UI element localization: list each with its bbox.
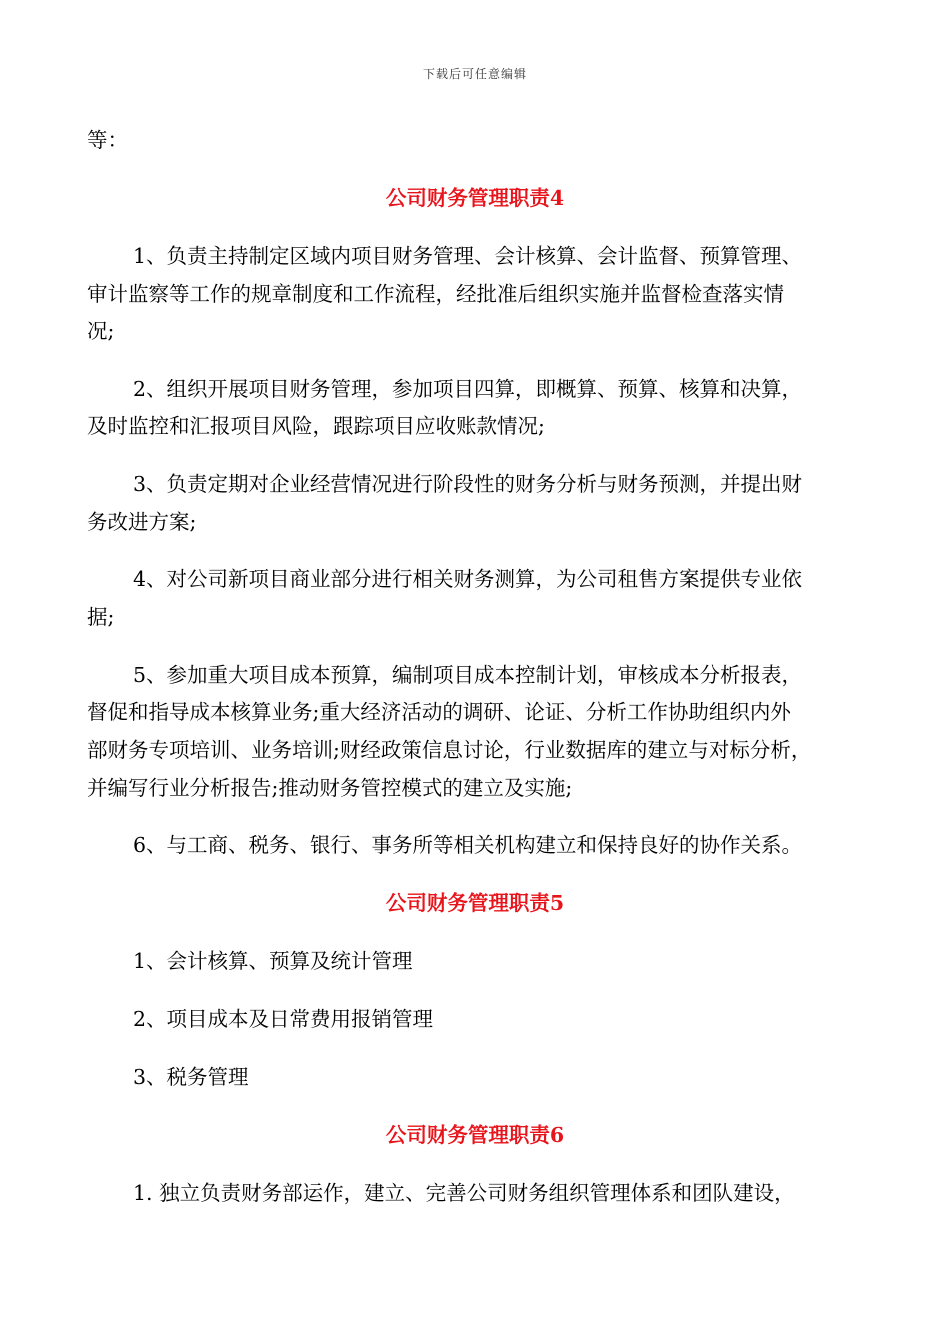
section-4-title: 公司财务管理职责4: [385, 186, 565, 210]
section-4-item-4-line-1: 4、对公司新项目商业部分进行相关财务测算，为公司租售方案提供专业依: [133, 567, 803, 591]
lead-in-text: 等：: [87, 128, 128, 152]
section-4-item-1-line-3: 况;: [87, 319, 115, 343]
section-6-item-1-line-1: 1. 独立负责财务部运作，建立、完善公司财务组织管理体系和团队建设，: [133, 1181, 795, 1205]
section-4-item-2-line-1: 2、组织开展项目财务管理，参加项目四算，即概算、预算、核算和决算，: [133, 377, 803, 401]
section-4-item-2-line-2: 及时监控和汇报项目风险，跟踪项目应收账款情况;: [87, 414, 545, 438]
section-4-item-5-line-4: 并编写行业分析报告;推动财务管控模式的建立及实施;: [87, 776, 573, 800]
section-4-item-3-line-2: 务改进方案;: [87, 510, 197, 534]
section-4-item-5-line-3: 部财务专项培训、业务培训;财经政策信息讨论，行业数据库的建立与对标分析，: [87, 738, 812, 762]
section-4-item-1-line-2: 审计监察等工作的规章制度和工作流程，经批准后组织实施并监督检查落实情: [87, 282, 784, 306]
page-header: 下载后可任意编辑: [422, 67, 527, 81]
section-6-title: 公司财务管理职责6: [385, 1123, 565, 1147]
section-4-item-5-line-1: 5、参加重大项目成本预算，编制项目成本控制计划，审核成本分析报表，: [133, 663, 803, 687]
section-4-item-6-line-1: 6、与工商、税务、银行、事务所等相关机构建立和保持良好的协作关系。: [133, 833, 803, 857]
section-5-item-3: 3、税务管理: [133, 1065, 249, 1089]
section-4-item-4-line-2: 据;: [87, 605, 115, 629]
section-5-item-2: 2、项目成本及日常费用报销管理: [133, 1007, 434, 1031]
section-5-item-1: 1、会计核算、预算及统计管理: [133, 949, 413, 973]
section-5-title: 公司财务管理职责5: [385, 891, 565, 915]
section-4-item-3-line-1: 3、负责定期对企业经营情况进行阶段性的财务分析与财务预测，并提出财: [133, 472, 803, 496]
section-4-item-1-line-1: 1、负责主持制定区域内项目财务管理、会计核算、会计监督、预算管理、: [133, 244, 803, 268]
section-4-item-5-line-2: 督促和指导成本核算业务;重大经济活动的调研、论证、分析工作协助组织内外: [87, 700, 791, 724]
